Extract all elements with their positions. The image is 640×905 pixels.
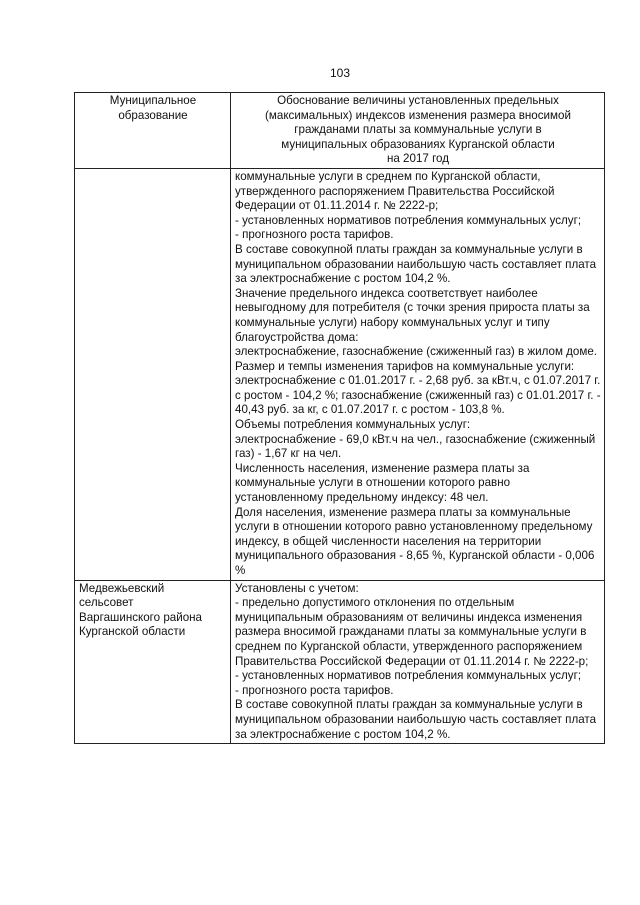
municipality-name-line: Варгашинского района	[79, 610, 202, 624]
table-row	[75, 168, 605, 580]
justification-paragraph: - установленных нормативов потребления коммунальных услуг;	[235, 669, 582, 683]
justification-paragraph: Объемы потребления коммунальных услуг:	[235, 418, 471, 432]
header-municipality-line: Муниципальное	[109, 94, 197, 107]
municipality-name-line: сельсовет	[79, 596, 134, 610]
justification-cell	[231, 580, 605, 744]
justification-paragraph: коммунальные услуги в среднем по Курганской области, утвержденного распоряжением Правительства Российской Федерации от 01.11.2014 г. № 2222-р;	[235, 169, 555, 213]
municipality-name-line: Курганской области	[79, 625, 186, 639]
header-municipality-line: образование	[118, 108, 188, 122]
header-justification-line: муниципальных образованиях Курганской области	[281, 137, 555, 151]
header-municipality	[75, 93, 231, 169]
justification-paragraph: Размер и темпы изменения тарифов на коммунальные услуги:	[235, 359, 575, 373]
justification-paragraph: электроснабжение - 69,0 кВт.ч на чел., газоснабжение (сжиженный газ) - 1,67 кг на чел.	[235, 432, 596, 461]
justification-paragraph: - предельно допустимого отклонения по отдельным муниципальным образованиям от величины индекса изменения размера вносимой гражданами платы за коммунальные услуги в среднем по Курганской области, утвержденного распоряжением Правительства Российской Федерации от 01.11.2014 г. № 2222-р;	[235, 596, 589, 668]
header-justification-line: (максимальных) индексов изменения размера вносимой	[265, 108, 571, 122]
justification-paragraph: Значение предельного индекса соответствует наиболее невыгодному для потребителя (с точки зрения прироста платы за коммунальные услуги) набору коммунальных услуг и типу благоустройства дома:	[235, 286, 590, 344]
municipality-cell	[75, 580, 231, 744]
header-justification-line: Обоснование величины установленных предельных	[277, 94, 559, 107]
header-justification-line: на 2017 год	[386, 152, 450, 166]
tariff-index-table	[74, 92, 605, 744]
table-row	[75, 580, 605, 744]
justification-paragraph: Установлены с учетом:	[235, 581, 359, 595]
justification-paragraph: электроснабжение с 01.01.2017 г. - 2,68 руб. за кВт.ч, с 01.07.2017 г. с ростом - 104,2 %; газоснабжение (сжиженный газ) с 01.01.2017 г. - 40,43 руб. за кг, с 01.07.2017 г. с ростом - 103,8 %.	[235, 374, 601, 417]
justification-paragraph: Доля населения, изменение размера платы за коммунальные услуги в отношении которого равно установленному предельному индексу, в общей численности населения на территории муниципального образования - 8,65 %, Курганской области - 0,006 %	[235, 505, 595, 577]
header-justification	[231, 93, 605, 169]
justification-paragraph: В составе совокупной платы граждан за коммунальные услуги в муниципальном образовании наибольшую часть составляет плата за электроснабжение с ростом 104,2 %.	[235, 242, 597, 286]
justification-cell	[231, 168, 605, 580]
justification-paragraph: - прогнозного роста тарифов.	[235, 228, 394, 242]
justification-paragraph: - прогнозного роста тарифов.	[235, 683, 394, 697]
justification-paragraph: - установленных нормативов потребления коммунальных услуг;	[235, 213, 582, 227]
justification-paragraph: Численность населения, изменение размера платы за коммунальные услуги в отношении которого равно установленному предельному индексу: 48 чел.	[235, 461, 530, 505]
page-number: 103	[329, 66, 351, 80]
municipality-name-line: Медвежьевский	[79, 581, 165, 595]
justification-paragraph: электроснабжение, газоснабжение (сжиженный газ) в жилом доме.	[235, 345, 597, 359]
header-justification-line: гражданами платы за коммунальные услуги в	[294, 123, 542, 137]
table-header-row	[75, 93, 605, 169]
municipality-cell	[75, 168, 231, 580]
justification-paragraph: В составе совокупной платы граждан за коммунальные услуги в муниципальном образовании наибольшую часть составляет плата за электроснабжение с ростом 104,2 %.	[235, 698, 597, 741]
